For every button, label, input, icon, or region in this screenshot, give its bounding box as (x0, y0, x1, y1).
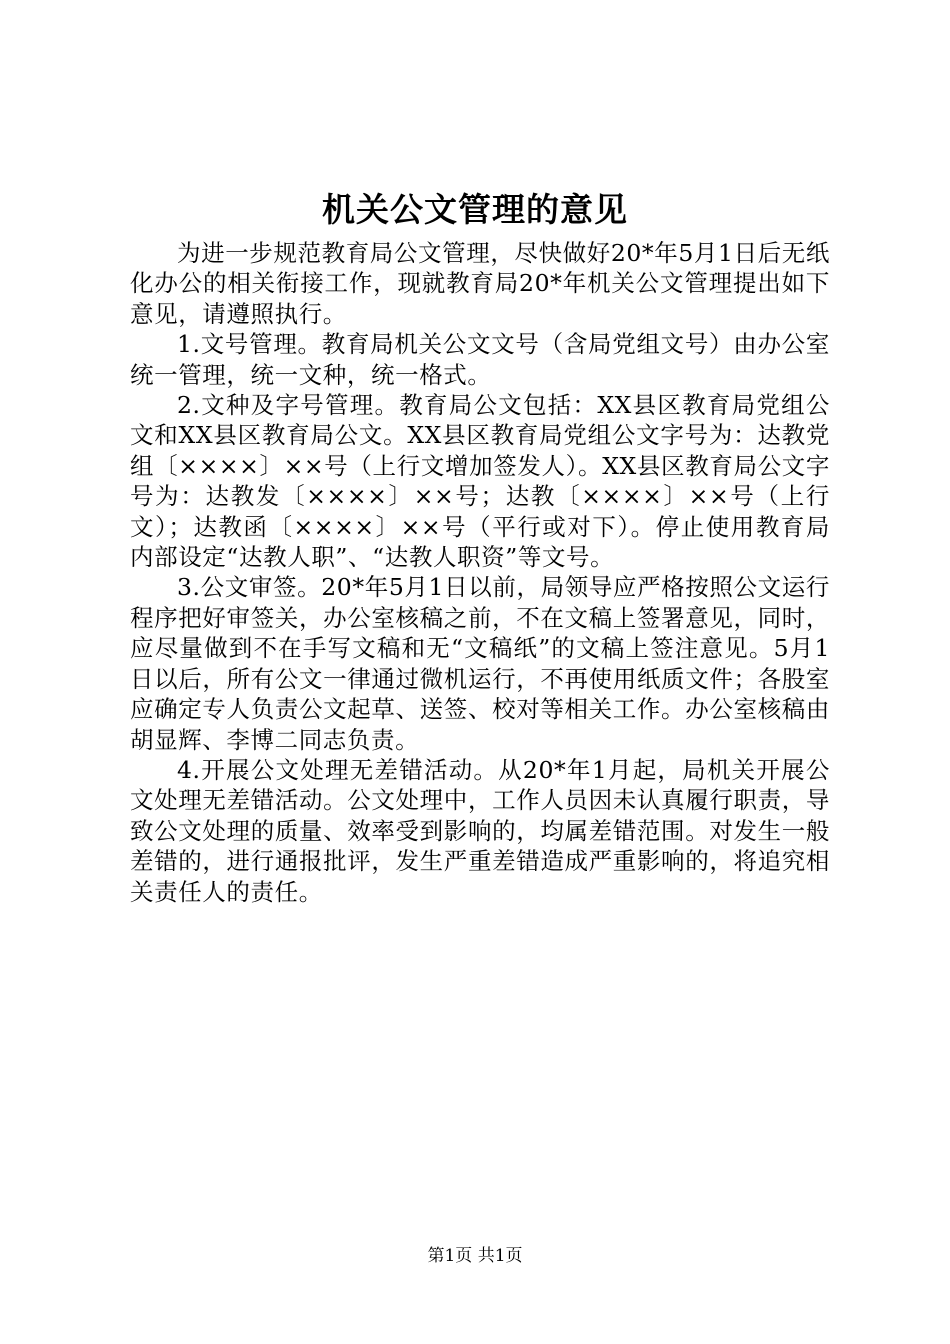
paragraph-item-4: 4.开展公文处理无差错活动。从20*年1月起，局机关开展公文处理无差错活动。公文处理中，工作人员因未认真履行职责，导致公文处理的质量、效率受到影响的，均属差错范围。对发生一般差错的，进行通报批评，发生严重差错造成严重影响的，将追究相关责任人的责任。 (130, 755, 830, 906)
page-footer: 第1页 共1页 (427, 1246, 523, 1266)
document-title: 机关公文管理的意见 (322, 190, 628, 229)
paragraph-intro: 为进一步规范教育局公文管理，尽快做好20*年5月1日后无纸化办公的相关衔接工作，现就教育局20*年机关公文管理提出如下意见，请遵照执行。 (130, 239, 830, 328)
paragraph-item-3: 3.公文审签。20*年5月1日以前，局领导应严格按照公文运行程序把好审签关，办公室核稿之前，不在文稿上签署意见，同时，应尽量做到不在手写文稿和无“文稿纸”的文稿上签注意见。5月1日以后，所有公文一律通过微机运行，不再使用纸质文件；各股室应确定专人负责公文起草、送签、校对等相关工作。办公室核稿由胡显辉、李博二同志负责。 (130, 573, 830, 754)
paragraph-item-1: 1.文号管理。教育局机关公文文号（含局党组文号）由办公室统一管理，统一文种，统一格式。 (130, 330, 830, 389)
paragraph-item-2: 2.文种及字号管理。教育局公文包括：XX县区教育局党组公文和XX县区教育局公文。XX县区教育局党组公文字号为：达教党组〔××××〕××号（上行文增加签发人）。XX县区教育局公文字号为：达教发〔××××〕××号；达教〔××××〕××号（上行文）；达教函〔××××〕××号（平行或对下）。停止使用教育局内部设定“达教人职”、“达教人职资”等文号。 (130, 391, 830, 572)
document-body (130, 238, 830, 907)
